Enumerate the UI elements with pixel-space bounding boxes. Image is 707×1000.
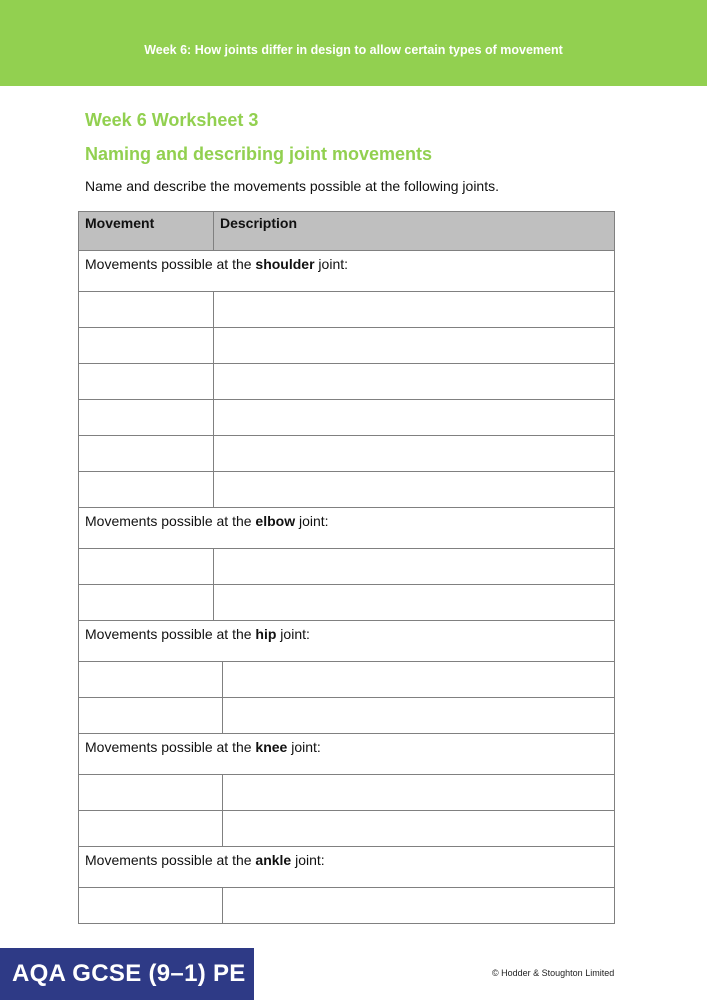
description-answer-cell[interactable] (223, 811, 614, 846)
movement-answer-cell[interactable] (79, 888, 223, 923)
column-header-description: Description (214, 212, 615, 251)
answer-row (79, 888, 615, 924)
movement-answer-cell[interactable] (79, 436, 214, 471)
answer-row (79, 775, 615, 811)
answer-row (79, 400, 615, 436)
section-label-suffix: joint: (276, 626, 310, 642)
movement-answer-cell[interactable] (79, 292, 214, 327)
joint-movements-table (78, 211, 615, 924)
section-label-prefix: Movements possible at the (85, 513, 256, 529)
joint-name: hip (255, 626, 277, 642)
description-answer-cell[interactable] (214, 472, 614, 507)
section-row-knee (79, 734, 615, 775)
movement-answer-cell[interactable] (79, 400, 214, 435)
answer-row (79, 472, 615, 508)
worksheet-title: Week 6 Worksheet 3 (85, 110, 259, 130)
section-label (79, 621, 615, 662)
answer-row (79, 698, 615, 734)
movement-answer-cell[interactable] (79, 662, 223, 697)
answer-row (79, 328, 615, 364)
section-row-hip (79, 621, 615, 662)
description-answer-cell[interactable] (214, 328, 614, 363)
section-label-suffix: joint: (291, 852, 325, 868)
movement-answer-cell[interactable] (79, 698, 223, 733)
section-label (79, 508, 615, 549)
column-header-movement: Movement (79, 212, 214, 251)
section-row-shoulder (79, 251, 615, 292)
movement-answer-cell[interactable] (79, 585, 214, 620)
answer-row (79, 662, 615, 698)
worksheet-instructions: Name and describe the movements possible at the following joints. (85, 178, 499, 194)
section-label-suffix: joint: (287, 739, 321, 755)
section-label-suffix: joint: (314, 256, 349, 272)
description-answer-cell[interactable] (214, 585, 614, 620)
section-label-prefix: Movements possible at the (85, 852, 256, 868)
answer-row (79, 292, 615, 328)
copyright-notice: © Hodder & Stoughton Limited (492, 968, 615, 978)
movement-answer-cell[interactable] (79, 549, 214, 584)
header-banner (0, 0, 707, 86)
description-answer-cell[interactable] (214, 436, 614, 471)
answer-row (79, 811, 615, 847)
section-label-prefix: Movements possible at the (85, 626, 256, 642)
aqa-gcse-pe-logo: AQA GCSE (9–1) PE (0, 948, 254, 1000)
section-label (79, 251, 615, 292)
worksheet-subtitle: Naming and describing joint movements (85, 144, 433, 164)
section-label-suffix: joint: (295, 513, 329, 529)
description-answer-cell[interactable] (223, 662, 614, 697)
movement-answer-cell[interactable] (79, 472, 214, 507)
section-label-prefix: Movements possible at the (85, 256, 256, 272)
section-row-elbow (79, 508, 615, 549)
movement-answer-cell[interactable] (79, 811, 223, 846)
description-answer-cell[interactable] (214, 400, 614, 435)
answer-row (79, 436, 615, 472)
movement-answer-cell[interactable] (79, 775, 223, 810)
answer-row (79, 549, 615, 585)
description-answer-cell[interactable] (223, 775, 614, 810)
movement-answer-cell[interactable] (79, 328, 214, 363)
section-label-prefix: Movements possible at the (85, 739, 256, 755)
table-header-row (79, 212, 615, 251)
description-answer-cell[interactable] (214, 364, 614, 399)
section-label (79, 734, 615, 775)
description-answer-cell[interactable] (223, 888, 614, 923)
joint-name: elbow (255, 513, 296, 529)
answer-row (79, 364, 615, 400)
description-answer-cell[interactable] (214, 549, 614, 584)
joint-name: knee (255, 739, 288, 755)
joint-name: ankle (255, 852, 292, 868)
description-answer-cell[interactable] (223, 698, 614, 733)
description-answer-cell[interactable] (214, 292, 614, 327)
movement-answer-cell[interactable] (79, 364, 214, 399)
joint-name: shoulder (255, 256, 315, 272)
header-title: Week 6: How joints differ in design to allow certain types of movement (144, 43, 563, 57)
section-label (79, 847, 615, 888)
section-row-ankle (79, 847, 615, 888)
answer-row (79, 585, 615, 621)
